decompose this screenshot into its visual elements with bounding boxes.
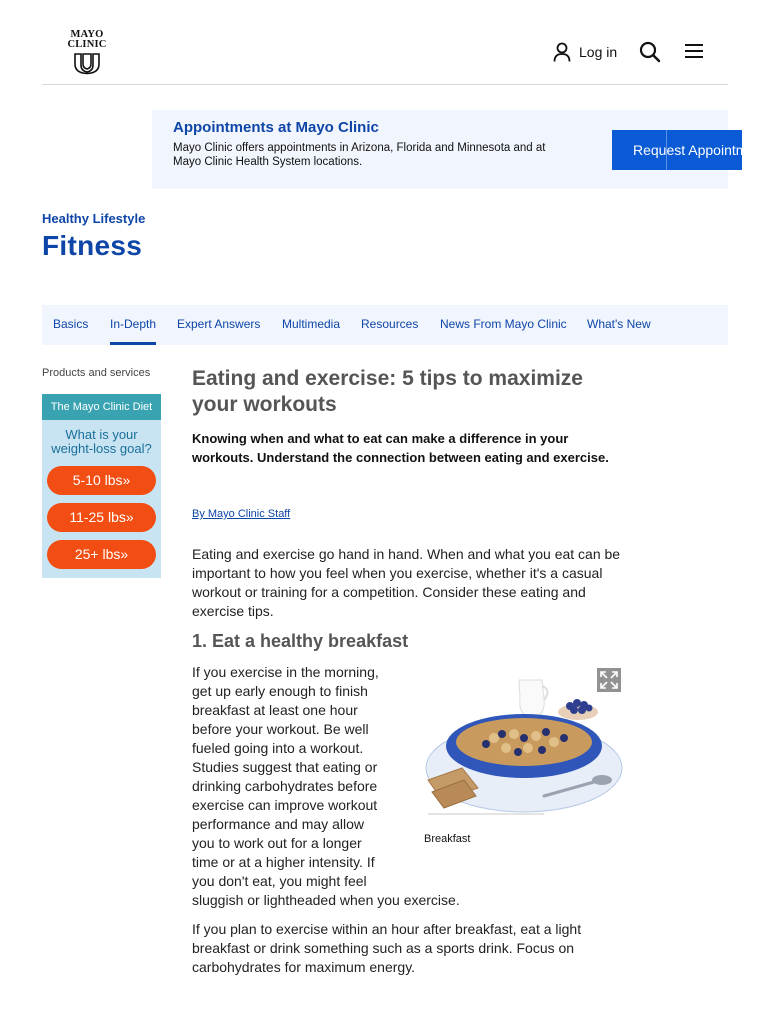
promo-heading: The Mayo Clinic Diet <box>42 394 161 420</box>
search-button[interactable] <box>639 41 661 63</box>
appointment-title: Appointments at Mayo Clinic <box>173 119 379 136</box>
figure-caption: Breakfast <box>424 833 471 845</box>
expand-icon <box>597 668 621 692</box>
mayo-shield-icon <box>72 52 102 74</box>
article-title: Eating and exercise: 5 tips to maximize your workouts <box>192 367 583 416</box>
mayo-clinic-logo[interactable] <box>65 30 109 76</box>
tab-expert-answers[interactable]: Expert Answers <box>177 317 261 331</box>
user-icon <box>553 42 571 62</box>
hamburger-menu-icon <box>684 43 704 59</box>
tab-resources[interactable]: Resources <box>361 317 419 331</box>
login-label: Log in <box>579 44 618 60</box>
topic-tabs <box>42 305 728 345</box>
tab-in-depth[interactable]: In-Depth <box>110 305 156 345</box>
breakfast-image[interactable] <box>424 668 620 818</box>
promo-question-line-2: weight-loss goal? <box>51 441 152 456</box>
menu-button[interactable] <box>684 43 704 61</box>
logo-line-2: CLINIC <box>67 39 107 50</box>
login-button[interactable] <box>553 41 617 63</box>
page-title: Fitness <box>42 230 143 261</box>
request-appointment-button[interactable] <box>612 130 767 170</box>
article-paragraph-2-text: If you exercise in the morning, get up early enough to finish breakfast at least one hour before your workout. Be well fueled going into a workout. Studies suggest that eating or drinking carbohydrates before exercise can improve workout performance and may allow you to work out for a longer time or at a higher intensity. If you don't eat, you might feel sluggish or lightheaded when you exercise. <box>192 664 460 908</box>
section-heading-breakfast: 1. Eat a healthy breakfast <box>192 631 409 651</box>
breakfast-illustration <box>424 668 620 818</box>
sidebar-label: Products and services <box>42 367 151 379</box>
article-byline[interactable]: By Mayo Clinic Staff <box>192 508 291 520</box>
promo-question-line-1: What is your <box>65 427 138 442</box>
promo-option-5-10-lbs[interactable]: 5-10 lbs» <box>47 466 156 495</box>
section-link-healthy-lifestyle[interactable]: Healthy Lifestyle <box>42 211 146 226</box>
mayo-clinic-diet-promo[interactable] <box>42 394 161 578</box>
logo-line-1: MAYO <box>70 29 104 40</box>
appointment-text: Mayo Clinic offers appointments in Arizona, Florida and Minnesota and at Mayo Clinic Health System locations. <box>173 142 546 168</box>
promo-option-25-plus-lbs[interactable]: 25+ lbs» <box>47 540 156 569</box>
tab-basics[interactable]: Basics <box>53 317 89 331</box>
article-paragraph-3: If you plan to exercise within an hour after breakfast, eat a light breakfast or drink something such as a sports drink. Focus on carbohydrates for maximum energy. <box>192 921 582 975</box>
article-lead: Knowing when and what to eat can make a difference in your workouts. Understand the connection between eating and exercise. <box>192 431 609 465</box>
tab-multimedia[interactable]: Multimedia <box>282 317 341 331</box>
promo-option-11-25-lbs[interactable]: 11-25 lbs» <box>47 503 156 532</box>
tab-whats-new[interactable]: What's New <box>587 317 651 331</box>
search-icon <box>639 41 661 63</box>
article-paragraph-1: Eating and exercise go hand in hand. When and what you eat can be important to how you feel when you exercise, whether it's a casual workout or training for a competition. Consider these eating and exercise tips. <box>192 546 621 619</box>
site-header <box>42 0 728 85</box>
button-divider <box>666 130 667 170</box>
request-appointment-label: Request Appointment <box>633 142 767 158</box>
tab-news-from-mayo-clinic[interactable]: News From Mayo Clinic <box>440 317 567 331</box>
appointment-banner <box>152 110 767 189</box>
expand-image-button[interactable] <box>597 668 621 692</box>
